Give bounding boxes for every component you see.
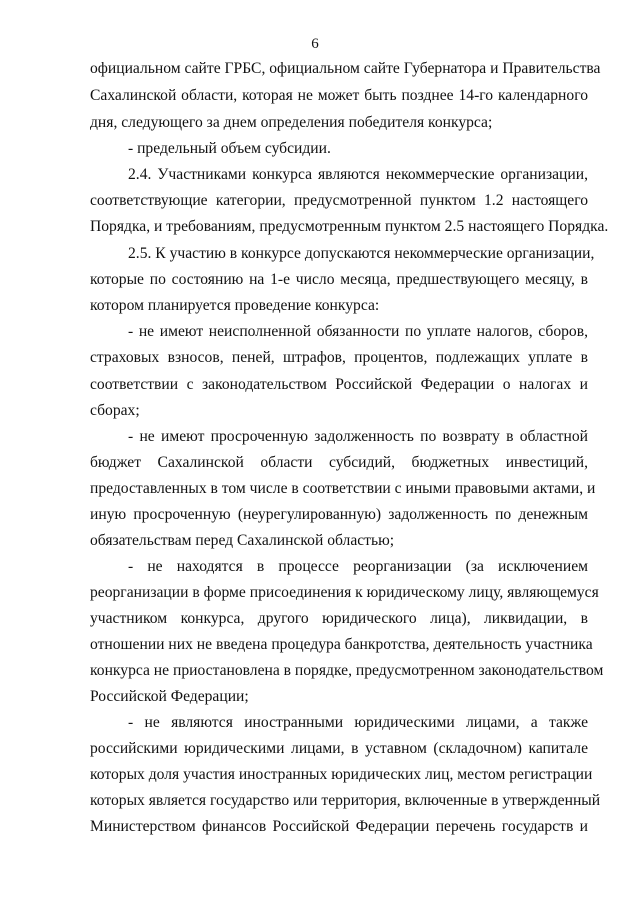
text-line: - не находятся в процессе реорганизации (за исключением bbox=[128, 558, 588, 575]
text-line: конкурса не приостановлена в порядке, предусмотренном законодательством bbox=[90, 662, 604, 679]
text-line: Порядка, и требованиям, предусмотренным пунктом 2.5 настоящего Порядка. bbox=[90, 218, 609, 235]
text-line: - не имеют просроченную задолженность по возврату в областной bbox=[128, 428, 588, 445]
text-line: 2.4. Участниками конкурса являются некоммерческие организации, bbox=[128, 166, 588, 183]
text-line: иную просроченную (неурегулированную) задолженность по денежным bbox=[90, 506, 588, 523]
text-line: страховых взносов, пеней, штрафов, процентов, подлежащих уплате в bbox=[90, 349, 588, 366]
text-line: реорганизации в форме присоединения к юридическому лицу, являющемуся bbox=[90, 584, 599, 601]
text-line: отношении них не введена процедура банкротства, деятельность участника bbox=[90, 636, 593, 653]
page-number: 6 bbox=[311, 36, 319, 52]
text-line: которых доля участия иностранных юридических лиц, местом регистрации bbox=[90, 766, 593, 783]
text-line: соответствующие категории, предусмотренной пунктом 1.2 настоящего bbox=[90, 192, 588, 209]
text-line: бюджет Сахалинской области субсидий, бюджетных инвестиций, bbox=[90, 454, 588, 471]
text-line: предоставленных в том числе в соответствии с иными правовыми актами, и bbox=[90, 480, 596, 497]
text-line: Сахалинской области, которая не может быть позднее 14-го календарного bbox=[90, 87, 588, 104]
text-line: участником конкурса, другого юридического лица), ликвидации, в bbox=[90, 610, 588, 627]
text-line: сборах; bbox=[90, 402, 140, 419]
text-line: Министерством финансов Российской Федерации перечень государств и bbox=[90, 818, 588, 835]
text-line: - не имеют неисполненной обязанности по уплате налогов, сборов, bbox=[128, 323, 588, 340]
text-line: - не являются иностранными юридическими лицами, а также bbox=[128, 714, 588, 731]
text-line: которые по состоянию на 1-е число месяца, предшествующего месяцу, в bbox=[90, 271, 588, 288]
text-line: которых является государство или территория, включенные в утвержденный bbox=[90, 792, 601, 809]
text-line: официальном сайте ГРБС, официальном сайте Губернатора и Правительства bbox=[90, 60, 601, 77]
text-line: - предельный объем субсидии. bbox=[128, 140, 331, 157]
text-line: Российской Федерации; bbox=[90, 688, 249, 705]
text-line: российскими юридическими лицами, в уставном (складочном) капитале bbox=[90, 740, 588, 757]
text-line: котором планируется проведение конкурса: bbox=[90, 297, 380, 314]
text-line: соответствии с законодательством Российской Федерации о налогах и bbox=[90, 376, 588, 393]
text-line: обязательствам перед Сахалинской областью; bbox=[90, 532, 395, 549]
text-line: дня, следующего за днем определения победителя конкурса; bbox=[90, 114, 493, 131]
text-line: 2.5. К участию в конкурсе допускаются некоммерческие организации, bbox=[128, 245, 595, 262]
